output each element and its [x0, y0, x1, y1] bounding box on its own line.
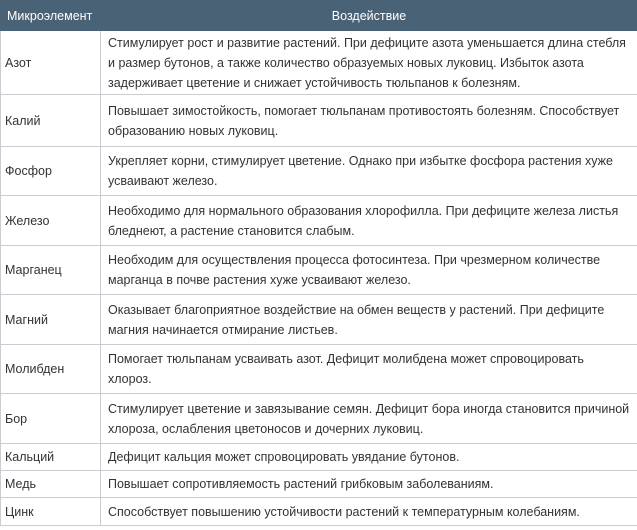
- element-effect: Укрепляет корни, стимулирует цветение. Однако при избытке фосфора растения хуже усваивают железо.: [101, 147, 637, 196]
- element-effect: Повышает сопротивляемость растений грибковым заболеваниям.: [101, 471, 637, 498]
- table-row: [1, 394, 637, 444]
- element-effect: Стимулирует цветение и завязывание семян. Дефицит бора иногда становится причиной хлороза, ослабления цветоносов и дочерних луковиц.: [101, 394, 637, 444]
- header-microelement: Микроэлемент: [1, 1, 101, 31]
- element-name: Калий: [1, 95, 101, 147]
- table-row: [1, 498, 637, 526]
- element-name: Кальций: [1, 444, 101, 471]
- element-name: Магний: [1, 295, 101, 345]
- element-name: Молибден: [1, 345, 101, 394]
- element-effect: Необходимо для нормального образования хлорофилла. При дефиците железа листья бледнеют, а растение становится слабым.: [101, 196, 637, 246]
- element-effect: Дефицит кальция может спровоцировать увядание бутонов.: [101, 444, 637, 471]
- table-row: [1, 444, 637, 471]
- element-effect: Способствует повышению устойчивости растений к температурным колебаниям.: [101, 498, 637, 526]
- element-effect: Повышает зимостойкость, помогает тюльпанам противостоять болезням. Способствует образованию новых луковиц.: [101, 95, 637, 147]
- element-name: Фосфор: [1, 147, 101, 196]
- table-row: [1, 345, 637, 394]
- element-name: Железо: [1, 196, 101, 246]
- header-effect: Воздействие: [101, 1, 637, 31]
- table-row: [1, 246, 637, 295]
- table-row: [1, 295, 637, 345]
- element-name: Марганец: [1, 246, 101, 295]
- element-name: Цинк: [1, 498, 101, 526]
- element-name: Медь: [1, 471, 101, 498]
- element-name: Бор: [1, 394, 101, 444]
- element-effect: Необходим для осуществления процесса фотосинтеза. При чрезмерном количестве марганца в почве растения хуже усваивают железо.: [101, 246, 637, 295]
- table-row: [1, 31, 637, 95]
- element-effect: Помогает тюльпанам усваивать азот. Дефицит молибдена может спровоцировать хлороз.: [101, 345, 637, 394]
- table-row: [1, 196, 637, 246]
- element-effect: Стимулирует рост и развитие растений. При дефиците азота уменьшается длина стебля и размер бутонов, а также количество образуемых новых луковиц. Избыток азота задерживает цветение и снижает устойчивость тюльпанов к болезням.: [101, 31, 637, 95]
- element-effect: Оказывает благоприятное воздействие на обмен веществ у растений. При дефиците магния начинается отмирание листьев.: [101, 295, 637, 345]
- table-header-row: [1, 1, 637, 31]
- table-row: [1, 95, 637, 147]
- element-name: Азот: [1, 31, 101, 95]
- table-row: [1, 147, 637, 196]
- table-row: [1, 471, 637, 498]
